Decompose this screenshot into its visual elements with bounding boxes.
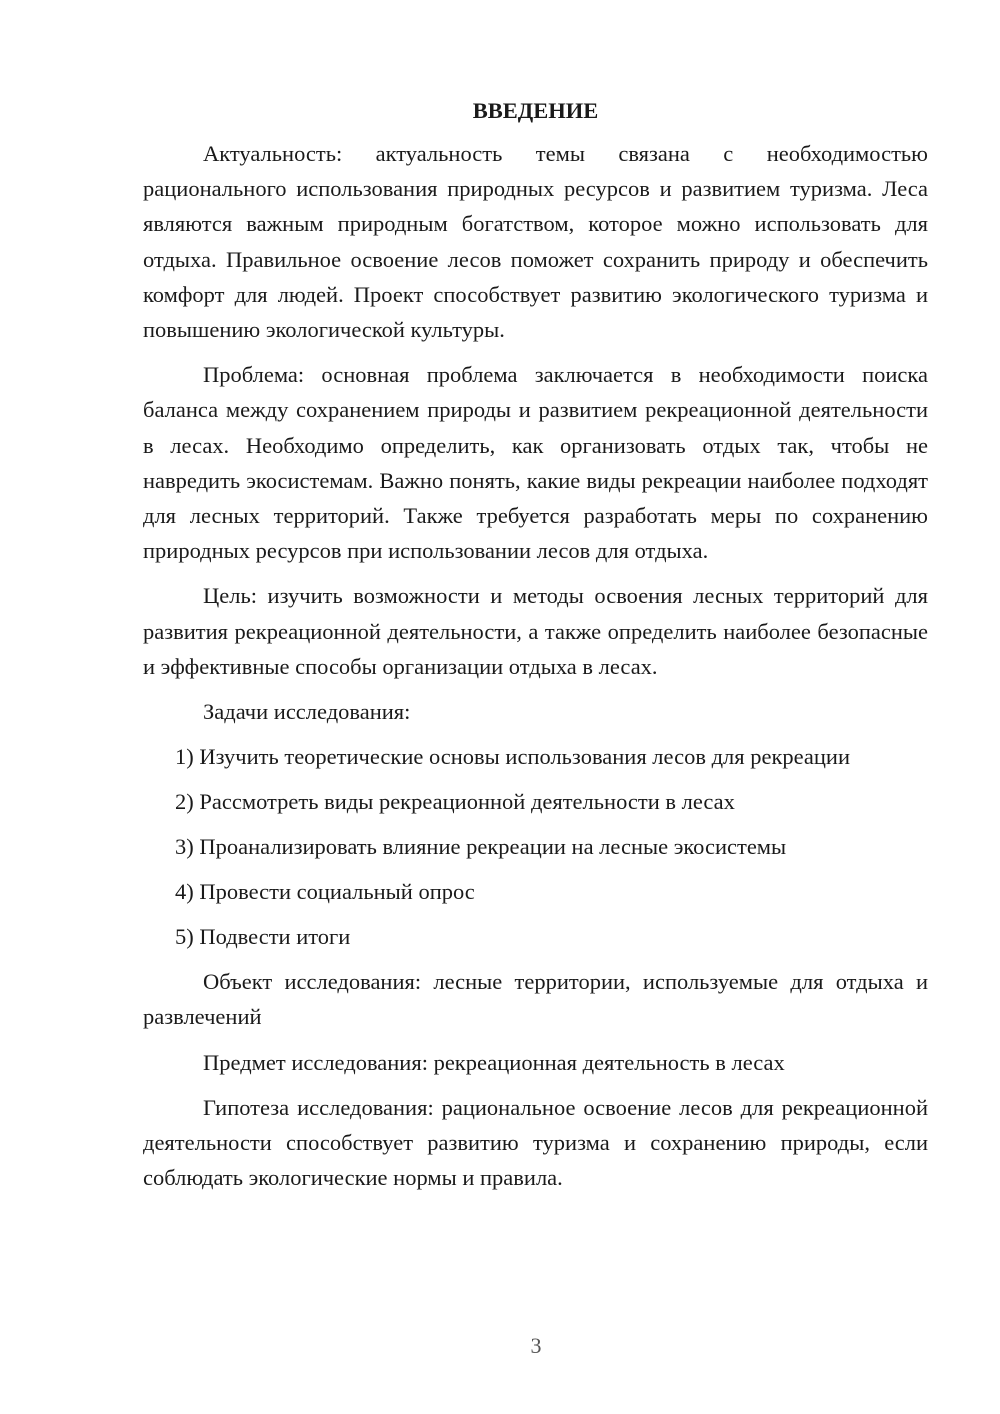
document-body bbox=[143, 93, 928, 1205]
list-item: 2) Рассмотреть виды рекреационной деятельности в лесах bbox=[175, 789, 735, 815]
list-item: 1) Изучить теоретические основы использования лесов для рекреации bbox=[175, 744, 851, 770]
list-item: 3) Проанализировать влияние рекреации на лесные экосистемы bbox=[175, 834, 787, 860]
page-title: ВВЕДЕНИЕ bbox=[472, 98, 599, 123]
paragraph-object: Объект исследования: лесные территории, используемые для отдыха и развлечений bbox=[143, 969, 928, 1030]
list-item: 4) Провести социальный опрос bbox=[175, 879, 475, 905]
list-item: 5) Подвести итоги bbox=[175, 924, 351, 950]
tasks-heading: Задачи исследования: bbox=[203, 699, 411, 725]
paragraph-hypothesis: Гипотеза исследования: рациональное освоение лесов для рекреационной деятельности способствует развитию туризма и сохранению природы, если соблюдать экологические нормы и правила. bbox=[143, 1094, 928, 1191]
page-number: 3 bbox=[530, 1333, 542, 1358]
tasks-list bbox=[143, 739, 928, 954]
paragraph-problem: Проблема: основная проблема заключается в необходимости поиска баланса между сохранением природы и развитием рекреационной деятельности в лесах. Необходимо определить, как организовать отдых так, чтобы не навредить экосистемам. Важно понять, какие виды рекреации наиболее подходят для лесных территорий. Также требуется разработать меры по сохранению природных ресурсов при использовании лесов для отдыха. bbox=[143, 362, 928, 564]
paragraph-subject: Предмет исследования: рекреационная деятельность в лесах bbox=[203, 1049, 785, 1075]
paragraph-goal: Цель: изучить возможности и методы освоения лесных территорий для развития рекреационной деятельности, а также определить наиболее безопасные и эффективные способы организации отдыха в лесах. bbox=[143, 583, 928, 679]
paragraph-relevance: Актуальность: актуальность темы связана с необходимостью рационального использования природных ресурсов и развитием туризма. Леса являются важным природным богатством, которое можно использовать для отдыха. Правильное освоение лесов поможет сохранить природу и обеспечить комфорт для людей. Проект способствует развитию экологического туризма и повышению экологической культуры. bbox=[143, 141, 928, 343]
